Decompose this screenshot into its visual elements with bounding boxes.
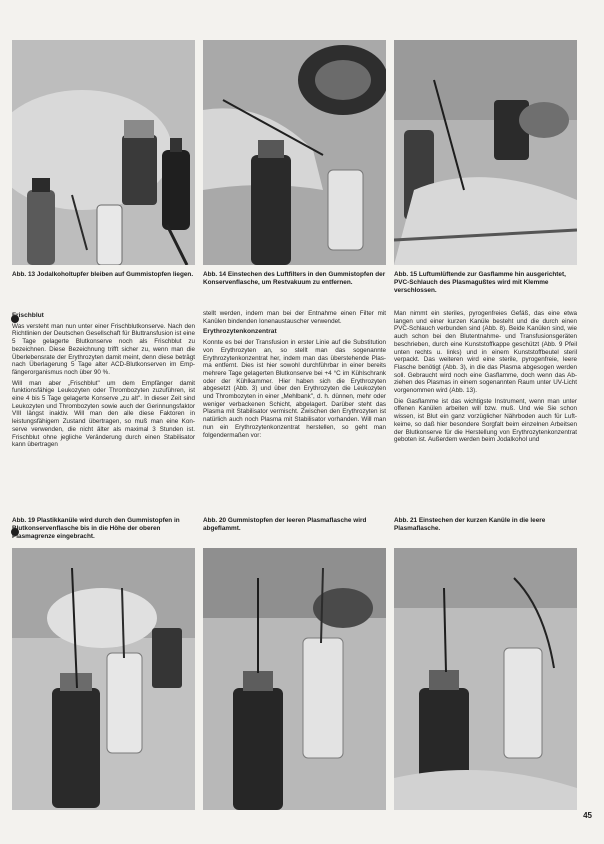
caption-abb19 [12, 517, 195, 541]
page-number: 45 [583, 811, 592, 820]
photo-abb20-image [203, 548, 386, 810]
photo-abb21-image [394, 548, 577, 810]
heading-erythrozytenkonzentrat: Erythrozytenkonzentrat [203, 328, 277, 336]
heading-frischblut: Frischblut [12, 312, 44, 319]
caption-abb13 [12, 271, 195, 279]
caption-abb15-text: Luftumlüftende zur Gasflamme hin ausgerichtet, PVC-Schlauch des Plasmagußtes wird mit Klemme verschlossen. [394, 271, 566, 294]
photo-abb13-image [12, 40, 195, 265]
caption-abb15-number: Abb. 15 [394, 271, 418, 278]
col2-paragraph-2: Konnte es bei der Transfusion in erster Linie auf die Substitution von Erythrozyten an, so stellt man das sogenannte Erythrozytenkonzentrat her, indem man das überstehende Plasma entfernt. Dies ist hier sowohl durchführbar in einer bereits mehrere Tage gelagerten Blutkonserve bei +4 °C im Kühlschrank oder der Kühlkammer. Hier haben sich die Erythrozyten abgesetzt (Abb. 3) und über den Erythrozyten die Leukozyten und Thrombozyten in einer „Mehlbank", d. h. dünnen, mehr oder weniger verbackenen Schicht, abgelagert. Darüber steht das Plasma mit Stabilisator vermischt. Zwischen den Erythrozyten ist natürlich auch noch Plasma mit Stabilisator vorhanden. Will man nun ein Erythrozytenkonzentrat herstellen, so geht man folgendermaßen vor: [203, 339, 386, 439]
photo-abb15 [394, 40, 577, 265]
text-column-3 [394, 310, 577, 447]
text-column-2 [203, 310, 386, 442]
caption-abb14-text: Einstechen des Luftfilters in den Gummistopfen der Konservenflasche, um Restvakuum zu entfernen. [203, 271, 386, 286]
caption-abb20-number: Abb. 20 [203, 517, 227, 524]
caption-abb13-number: Abb. 13 [12, 271, 36, 278]
photo-abb14-image [203, 40, 386, 265]
caption-abb14-number: Abb. 14 [203, 271, 227, 278]
col1-paragraph-2: Will man aber „Frischblut" um dem Empfänger damit funktionsfähige Leukozyten oder Thrombozyten zuzuführen, ist eine 4 bis 5 Tage gelagerte Konserve „zu alt". In dieser Zeit sind Leukozyten und Thrombozyten sowie auch der Gerinnungsfaktor VIII längst inaktiv. Will man den alle diese Faktoren in leistungsfähigem Zustand übertragen, so muß man eine Konserve verwenden, die nicht älter als maximal 3 Stunden ist. Frischblut ohne jegliche Veränderung durch einen Stabilisator kann übertragen [12, 379, 195, 449]
caption-abb21 [394, 517, 577, 533]
photo-abb15-image [394, 40, 577, 265]
caption-abb14 [203, 271, 386, 287]
caption-abb21-number: Abb. 21 [394, 517, 418, 524]
col1-paragraph-1: Was versteht man nun unter einer Frischblutkonserve. Nach den Richtlinien der Deutschen Gesellschaft für Bluttransfusion ist eine 5 Tage gelagerte Blutkonserve noch als Frischblut zu bezeichnen. Diese Bezeichnung trifft sicher zu, wenn man die Überlebensrate der Erythrozyten damit meint, denn diese beträgt nach Überlagerung 5 Tage alter ACD-Blutkonserven im Empfängerorganismus noch über 90 %. [12, 322, 195, 376]
text-column-1 [12, 310, 195, 452]
photo-abb13 [12, 40, 195, 265]
caption-abb19-number: Abb. 19 [12, 517, 36, 524]
caption-abb15 [394, 271, 577, 295]
caption-abb20 [203, 517, 386, 533]
col2-paragraph-1: stellt werden, indem man bei der Entnahme einen Filter mit Kanülen bindenden Ionenaustauscher verwendet. [203, 310, 386, 325]
photo-abb21 [394, 548, 577, 810]
col3-paragraph-2: Die Gasflamme ist das wichtigste Instrument, wenn man unter offenen Kanülen arbeiten will bzw. muß. Und wie Sie schon wissen, ist Blut ein ganz vorzüglicher Nährboden auch für Luftkeime, so daß hier besondere Sorgfalt beim einzelnen Arbeitsen der Blutkonserve für die Herstellung von Erythrozytenkonzentrat geboten ist. Außerdem werden beim Jodalkohol und [394, 397, 577, 444]
photo-abb20 [203, 548, 386, 810]
caption-abb13-text: Jodalkoholtupfer bleiben auf Gummistopfen liegen. [36, 271, 194, 278]
caption-abb20-text: Gummistopfen der leeren Plasmaflasche wird abgeflammt. [203, 517, 367, 532]
caption-abb21-text: Einstechen der kurzen Kanüle in die leere Plasmaflasche. [394, 517, 546, 532]
col3-paragraph-1: Man nimmt ein steriles, pyrogenfreies Gefäß, das eine etwa langen und einer kurzen Kanüle besteht und die durch einen PVC-Schlauch verbunden sind (Abb. 8). Beide Kanülen sind, wie auch schon bei den Blutentnahme- und Transfusionsgeräten beschrieben, durch eine Kunststoffkappe geschützt (Abb. 9 Pfeil unten rechts u. links) und in einem Kunststoffbeutel steril verpackt. Das weiteren wird eine sterile, pyrogenfreie, leere Flasche benötigt (Abb. 3), in die das Plasma abgesogen werden soll. Gebraucht wird noch eine Gasflamme, doch wenn das Abziehen des Plasmas in einem sogenannten Raum unter UV-Licht vorgenommen wird (Abb. 13). [394, 310, 577, 395]
photo-abb14 [203, 40, 386, 265]
photo-abb19-image [12, 548, 195, 810]
photo-abb19 [12, 548, 195, 810]
caption-abb19-text: Plastikkanüle wird durch den Gummistopfen in Blutkonservenflasche bis in die Höhe der oberen Plasmagrenze eingebracht. [12, 517, 180, 540]
